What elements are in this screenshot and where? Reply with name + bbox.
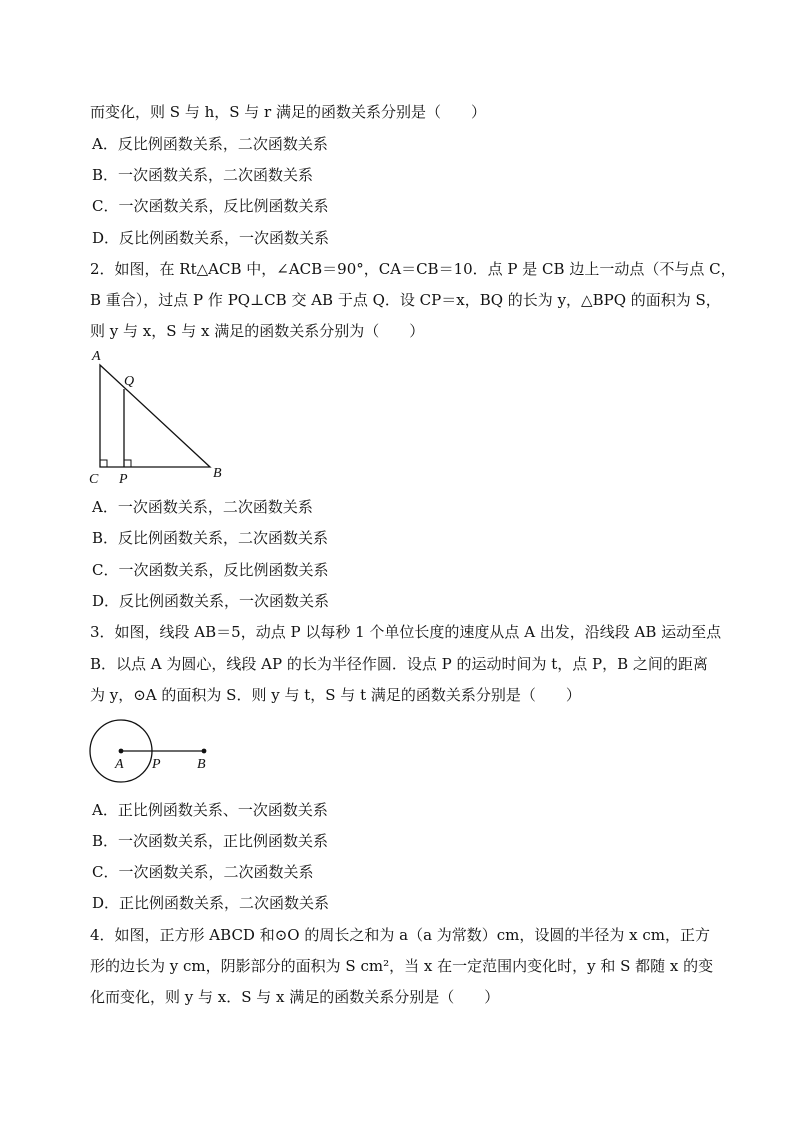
label-q: Q <box>124 374 135 389</box>
q3-option-d: D．正比例函数关系，二次函数关系 <box>92 894 330 912</box>
triangle-acb <box>100 365 210 467</box>
q2-stem-line-2: B 重合），过点 P 作 PQ⊥CB 交 AB 于点 Q．设 CP＝x，BQ 的长为 y，△BPQ 的面积为 S， <box>90 291 721 309</box>
q3-stem-line-3: 为 y，⊙A 的面积为 S．则 y 与 t，S 与 t 满足的函数关系分别是（ ） <box>90 686 581 704</box>
label-a: A <box>115 757 124 772</box>
q4-stem-line-3: 化而变化，则 y 与 x．S 与 x 满足的函数关系分别是（ ） <box>90 988 500 1006</box>
q3-option-c: C．一次函数关系，二次函数关系 <box>92 863 314 881</box>
q3-option-a: A．正比例函数关系、一次函数关系 <box>92 801 328 819</box>
label-p: P <box>152 757 161 772</box>
option-c: C．一次函数关系，反比例函数关系 <box>92 197 329 215</box>
right-angle-mark-p <box>124 460 131 467</box>
q2-option-d: D．反比例函数关系，一次函数关系 <box>92 592 330 610</box>
label-b: B <box>197 757 206 772</box>
q4-stem-line-1: 4．如图，正方形 ABCD 和⊙O 的周长之和为 a（a 为常数）cm，设圆的半径为 x cm，正方 <box>90 926 711 944</box>
q3-stem-line-1: 3．如图，线段 AB＝5，动点 P 以每秒 1 个单位长度的速度从点 A 出发，沿线段 AB 运动至点 <box>90 623 722 641</box>
q3-stem-line-2: B．以点 A 为圆心，线段 AP 的长为半径作圆．设点 P 的运动时间为 t，点 P，B 之间的距离 <box>90 655 708 673</box>
option-a: A．反比例函数关系，二次函数关系 <box>92 135 328 153</box>
label-a: A <box>92 349 101 364</box>
label-c: C <box>89 472 99 487</box>
label-b: B <box>213 466 222 481</box>
q2-stem-line-1: 2．如图，在 Rt△ACB 中，∠ACB＝90°，CA＝CB＝10．点 P 是 CB 边上一动点（不与点 C， <box>90 260 736 278</box>
q3-option-b: B．一次函数关系，正比例函数关系 <box>92 832 329 850</box>
q2-option-b: B．反比例函数关系，二次函数关系 <box>92 529 329 547</box>
right-angle-mark-c <box>100 460 107 467</box>
q2-option-c: C．一次函数关系，反比例函数关系 <box>92 561 329 579</box>
point-b <box>202 749 207 754</box>
q2-triangle-figure <box>88 345 238 490</box>
question-continuation-line: 而变化，则 S 与 h，S 与 r 满足的函数关系分别是（ ） <box>90 103 486 121</box>
option-d: D．反比例函数关系，一次函数关系 <box>92 229 330 247</box>
label-p: P <box>119 472 128 487</box>
q4-stem-line-2: 形的边长为 y cm，阴影部分的面积为 S cm²，当 x 在一定范围内变化时，y 和 S 都随 x 的变 <box>90 957 714 975</box>
q2-stem-line-3: 则 y 与 x，S 与 x 满足的函数关系分别为（ ） <box>90 322 425 340</box>
q3-circle-figure <box>86 716 226 786</box>
q2-option-a: A．一次函数关系，二次函数关系 <box>92 498 313 516</box>
point-a <box>119 749 124 754</box>
option-b: B．一次函数关系，二次函数关系 <box>92 166 314 184</box>
